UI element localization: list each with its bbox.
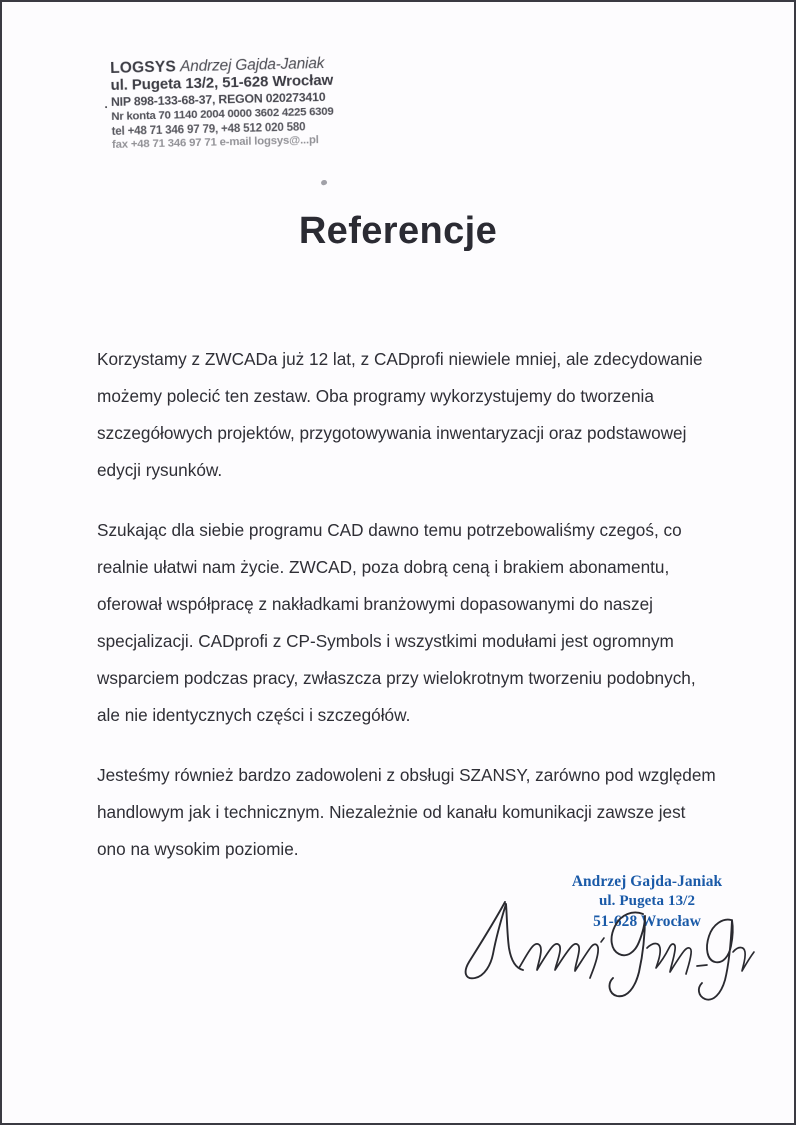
stamp-bank-line: Nr konta 70 1140 2004 0000 3602 4225 6309	[111, 105, 334, 123]
stamp-speck	[105, 106, 107, 108]
body-paragraph: Szukając dla siebie programu CAD dawno temu potrzebowaliśmy czegoś, co realnie ułatwi nam życie. ZWCAD, poza dobrą ceną i brakiem abonamentu, oferował współpracę z nakładkami branżowymi dopasowanymi do naszej specjalizacji. CADprofi z CP-Symbols i wszystkimi modułami jest ogromnym wsparciem podczas pracy, zwłaszcza przy wielokrotnym tworzeniu podobnych, ale nie identycznych części i szczegółów.	[97, 520, 696, 725]
stamp-fax-line: fax +48 71 346 97 71 e-mail logsys@...pl	[111, 133, 319, 151]
company-stamp	[110, 55, 342, 152]
signature-stamp-street: ul. Pugeta 13/2	[598, 893, 696, 910]
signature-block	[457, 864, 757, 1014]
letter-body	[97, 341, 717, 868]
stamp-owner: Andrzej Gajda-Janiak	[179, 54, 325, 76]
signature-stamp-city: 51-628 Wrocław	[593, 913, 701, 931]
page-title: Referencje	[298, 210, 498, 253]
handwritten-signature	[457, 886, 757, 1006]
body-paragraph: Korzystamy z ZWCADa już 12 lat, z CADprofi niewiele mniej, ale zdecydowanie możemy polecić ten zestaw. Oba programy wykorzystujemy do tworzenia szczegółowych projektów, przygotowywania inwentaryzacji oraz podstawowej edycji rysunków.	[97, 349, 703, 480]
stamp-phone-line: tel +48 71 346 97 79, +48 512 020 580	[111, 120, 306, 138]
stamp-address: ul. Pugeta 13/2, 51-628 Wrocław	[110, 72, 334, 95]
stamp-tax-line: NIP 898-133-68-37, REGON 020273410	[110, 90, 326, 110]
signature-stamp-name: Andrzej Gajda-Janiak	[571, 873, 723, 890]
body-paragraph: Jesteśmy również bardzo zadowoleni z obsługi SZANSY, zarówno pod względem handlowym jak i technicznym. Niezależnie od kanału komunikacji zawsze jest ono na wysokim poziomie.	[97, 765, 716, 859]
stamp-brand: LOGSYS	[110, 58, 177, 77]
title-speck-artifact	[320, 179, 327, 186]
